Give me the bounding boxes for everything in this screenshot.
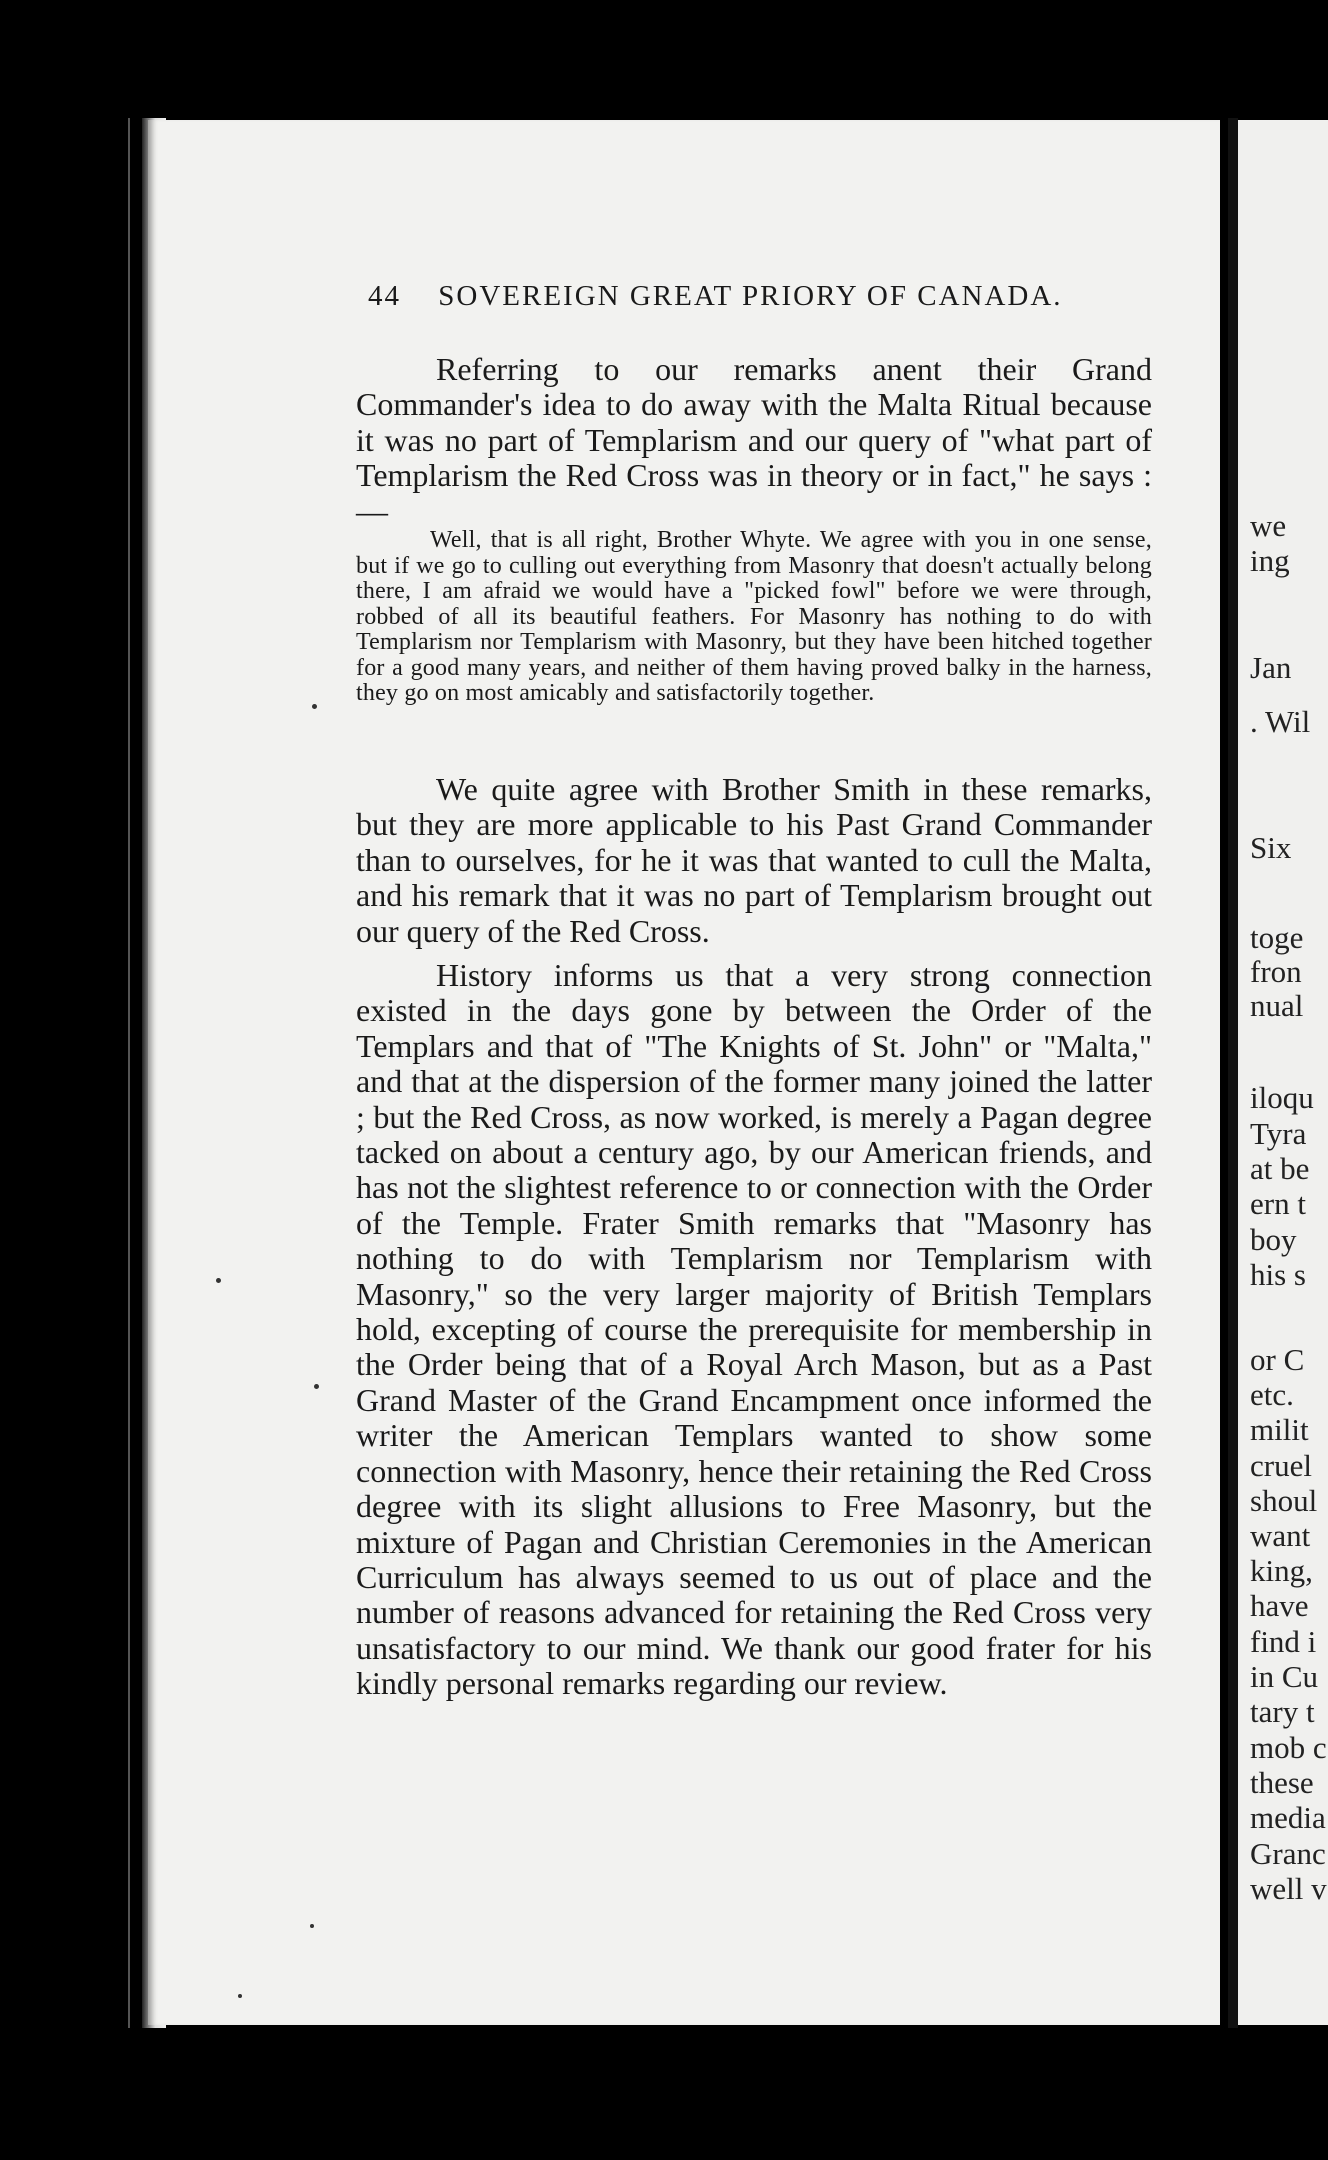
- facing-page-fragment: etc.: [1250, 1377, 1294, 1412]
- facing-page-fragment: well v: [1250, 1871, 1327, 1906]
- facing-page-fragment: Six: [1250, 830, 1292, 865]
- block-quote: Well, that is all right, Brother Whyte. We agree with you in one sense, but if we go to culling out everything from Masonry that doesn't actually belong there, I am afraid we would have a "picked fowl" before we were through, robbed of all its beautiful feathers. For Masonry has nothing to do with Templarism nor Templarism with Masonry, but they have been hitched together for a good many years, and neither of them having proved balky in the harness, they go on most amicably and satisfactorily together.: [356, 527, 1152, 706]
- facing-page-fragment: nual: [1250, 988, 1304, 1023]
- scan-speck: [216, 1278, 221, 1283]
- facing-page-fragment: in Cu: [1250, 1659, 1319, 1694]
- facing-page-fragment: ern t: [1250, 1186, 1306, 1221]
- facing-page-fragment: we: [1250, 508, 1287, 543]
- facing-page-fragment: king,: [1250, 1553, 1313, 1588]
- page-number: 44: [368, 280, 401, 312]
- facing-page-fragment: fron: [1250, 954, 1302, 989]
- facing-page-fragment: Granc: [1250, 1836, 1326, 1871]
- facing-page-fragment: . Wil: [1250, 704, 1311, 739]
- facing-page-fragment: shoul: [1250, 1483, 1318, 1518]
- scan-speck: [312, 704, 317, 709]
- page-header-title: SOVEREIGN GREAT PRIORY OF CANADA.: [438, 280, 1063, 312]
- facing-page-fragment: or C: [1250, 1342, 1305, 1377]
- scan-speck: [238, 1994, 242, 1998]
- facing-page-fragment: media: [1250, 1800, 1326, 1835]
- facing-page-fragment: milit: [1250, 1412, 1309, 1447]
- facing-page-fragment: toge: [1250, 920, 1304, 955]
- paragraph: Referring to our remarks anent their Grand Commander's idea to do away with the Malta Ritual because it was no part of Templarism and our query of "what part of Templarism the Red Cross was in theory or in fact," he says :—: [356, 351, 1152, 529]
- facing-page-fragment: Tyra: [1250, 1116, 1307, 1151]
- facing-page-fragment: iloqu: [1250, 1080, 1314, 1115]
- facing-page-fragment: tary t: [1250, 1694, 1315, 1729]
- scan-speck: [314, 1384, 319, 1389]
- facing-page-fragment: ing: [1250, 543, 1290, 578]
- page-edge-line: [128, 118, 130, 2028]
- running-head: [368, 280, 1063, 313]
- facing-page-fragment: want: [1250, 1518, 1311, 1553]
- facing-page-fragment: find i: [1250, 1624, 1317, 1659]
- facing-page: [1238, 120, 1328, 2025]
- facing-page-fragment: these: [1250, 1765, 1314, 1800]
- facing-page-fragment: cruel: [1250, 1448, 1312, 1483]
- paragraph: We quite agree with Brother Smith in these remarks, but they are more applicable to his Past Grand Commander than to ourselves, for he it was that wanted to cull the Malta, and his remark that it was no part of Templarism brought out our query of the Red Cross.: [356, 771, 1152, 949]
- facing-page-fragment: at be: [1250, 1151, 1310, 1186]
- facing-page-fragment: have: [1250, 1588, 1309, 1623]
- facing-page-fragment: his s: [1250, 1257, 1306, 1292]
- paragraph: History informs us that a very strong connection existed in the days gone by between the Order of the Templars and that of "The Knights of St. John" or "Malta," and that at the dispersion of the former many joined the latter ; but the Red Cross, as now worked, is merely a Pagan degree tacked on about a century ago, by our American friends, and has not the slightest reference to or connection with the Order of the Temple. Frater Smith remarks that "Masonry has nothing to do with Templarism nor Templarism with Masonry," so the very larger majority of British Templars hold, excepting of course the prerequisite for membership in the Order being that of a Royal Arch Mason, but as a Past Grand Master of the Grand Encampment once informed the writer the American Templars wanted to show some connection with Masonry, hence their retaining the Red Cross degree with its slight allusions to Free Masonry, but the mixture of Pagan and Christian Ceremonies in the American Curriculum has always seemed to us out of place and the number of reasons advanced for retaining the Red Cross very unsatisfactory to our mind. We thank our good frater for his kindly personal remarks regarding our review.: [356, 957, 1152, 1702]
- facing-page-fragment: boy: [1250, 1222, 1297, 1257]
- page-edge-line: [1228, 118, 1238, 2028]
- scan-speck: [310, 1924, 314, 1928]
- facing-page-fragment: mob c: [1250, 1730, 1327, 1765]
- facing-page-fragment: Jan: [1250, 650, 1292, 685]
